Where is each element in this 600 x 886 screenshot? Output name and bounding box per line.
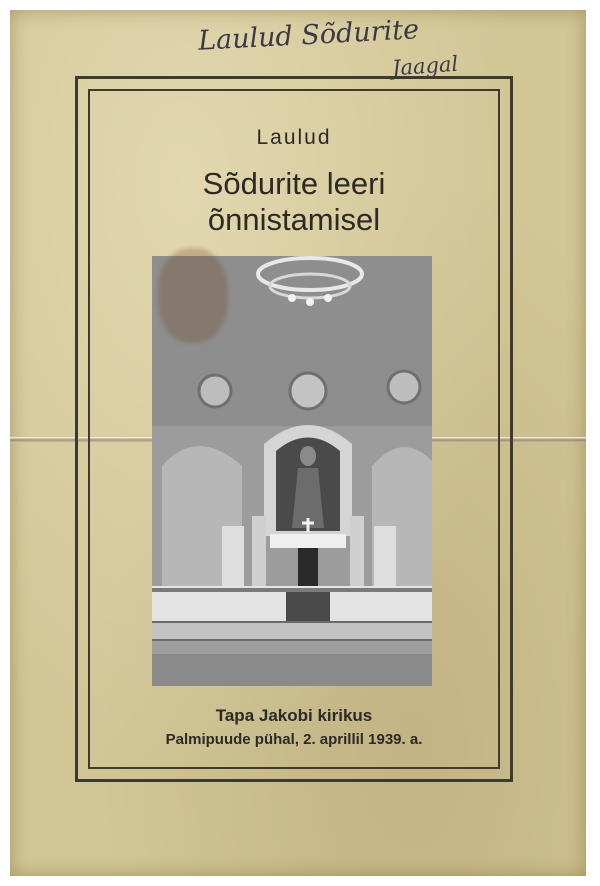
title-line2: Sõdurite leeri: [202, 166, 386, 201]
handwritten-note-line1: Laulud Sõdurite: [197, 14, 420, 57]
water-stain: [158, 248, 228, 343]
handwritten-note-line2: Jaagal: [391, 51, 459, 81]
title-line3: õnnistamisel: [207, 202, 381, 237]
caption-date: Palmipuude pühal, 2. aprillil 1939. a.: [165, 731, 423, 748]
caption-church: Tapa Jakobi kirikus: [215, 706, 373, 725]
title-laulud: Laulud: [256, 126, 332, 149]
